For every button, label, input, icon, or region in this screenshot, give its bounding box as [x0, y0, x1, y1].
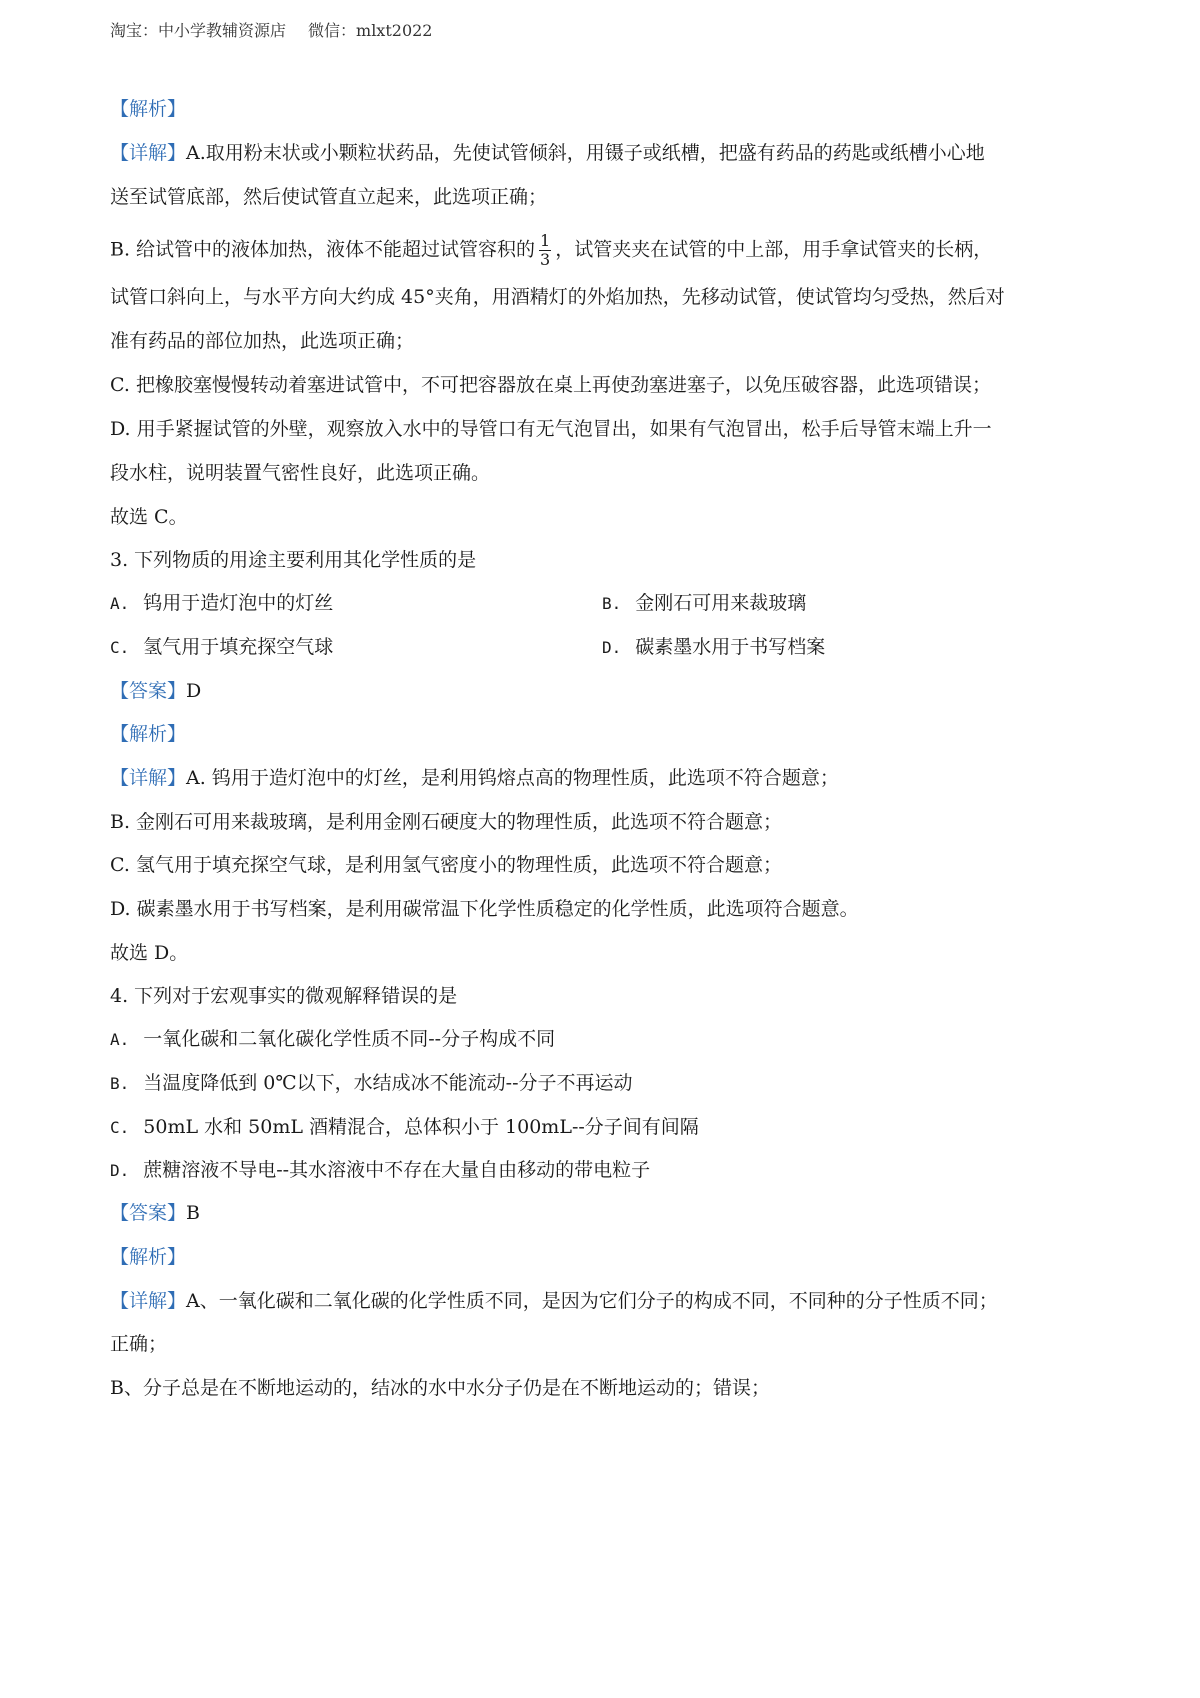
question-stem: 4. 下列对于宏观事实的微观解释错误的是: [110, 985, 458, 1007]
detail-line: B. 金刚石可用来裁玻璃，是利用金刚石硬度大的物理性质，此选项不符合题意；: [110, 811, 783, 833]
analysis-label: 【解析】: [110, 723, 187, 745]
detail-line: [110, 1288, 998, 1314]
analysis-label: 【解析】: [110, 1246, 187, 1268]
analysis-label: 【解析】: [110, 98, 187, 120]
answer-label: 【答案】: [110, 680, 187, 702]
option-a: [110, 590, 333, 617]
fraction-numerator: 1: [540, 231, 551, 250]
page-header: [110, 18, 432, 41]
detail-text: A、一氧化碳和二氧化碳的化学性质不同，是因为它们分子的构成不同，不同种的分子性质不同；: [186, 1290, 998, 1312]
wechat-id: 微信：mlxt2022: [308, 21, 433, 40]
detail-line: 送至试管底部，然后使试管直立起来，此选项正确；: [110, 186, 548, 208]
conclusion: 故选 D。: [110, 942, 189, 964]
option-d: [602, 634, 825, 661]
option-a: [110, 1026, 555, 1053]
detail-text: A. 钨用于造灯泡中的灯丝，是利用钨熔点高的物理性质，此选项不符合题意；: [186, 767, 839, 789]
detail-line: 正确；: [110, 1333, 168, 1355]
detail-label: 【详解】: [110, 767, 187, 789]
option-text: 50mL 水和 50mL 酒精混合，总体积小于 100mL--分子间有间隔: [143, 1116, 699, 1138]
option-letter: A.: [110, 1030, 130, 1049]
detail-line: 段水柱，说明装置气密性良好，此选项正确。: [110, 462, 491, 484]
detail-line: [110, 765, 839, 791]
conclusion: 故选 C。: [110, 506, 188, 528]
detail-line: D. 用手紧握试管的外壁，观察放入水中的导管口有无气泡冒出，如果有气泡冒出，松手后导管末端上升一: [110, 418, 992, 440]
detail-label: 【详解】: [110, 142, 187, 164]
option-letter: C.: [110, 1118, 130, 1137]
option-letter: B.: [602, 594, 622, 613]
option-letter: C.: [110, 638, 130, 657]
detail-line: [110, 140, 985, 166]
answer-value: D: [186, 680, 202, 702]
answer-value: B: [186, 1202, 200, 1224]
detail-line: D. 碳素墨水用于书写档案，是利用碳常温下化学性质稳定的化学性质，此选项符合题意。: [110, 898, 859, 920]
question-stem: 3. 下列物质的用途主要利用其化学性质的是: [110, 549, 477, 571]
option-d: [110, 1157, 650, 1184]
fraction-one-third: [539, 232, 551, 269]
option-c: [110, 634, 333, 661]
option-text: 一氧化碳和二氧化碳化学性质不同--分子构成不同: [143, 1028, 556, 1050]
answer-line: [110, 678, 201, 704]
answer-line: [110, 1200, 200, 1226]
detail-text: A.取用粉末状或小颗粒状药品，先使试管倾斜，用镊子或纸槽，把盛有药品的药匙或纸槽小心地: [186, 142, 985, 164]
option-b: [110, 1070, 633, 1097]
detail-line: C. 把橡胶塞慢慢转动着塞进试管中，不可把容器放在桌上再使劲塞进塞子，以免压破容器，此选项错误；: [110, 374, 991, 396]
option-text: 当温度降低到 0℃以下，水结成冰不能流动--分子不再运动: [143, 1072, 633, 1094]
detail-line: B、分子总是在不断地运动的，结冰的水中水分子仍是在不断地运动的；错误；: [110, 1377, 770, 1399]
detail-line: 试管口斜向上，与水平方向大约成 45°夹角，用酒精灯的外焰加热，先移动试管，使试管均匀受热，然后对: [110, 286, 1005, 308]
detail-label: 【详解】: [110, 1290, 187, 1312]
option-b: [602, 590, 806, 617]
option-text: 蔗糖溶液不导电--其水溶液中不存在大量自由移动的带电粒子: [143, 1159, 651, 1181]
option-letter: A.: [110, 594, 130, 613]
option-letter: B.: [110, 1074, 130, 1093]
option-text: 氢气用于填充探空气球: [143, 636, 334, 658]
detail-text: ，试管夹夹在试管的中上部，用手拿试管夹的长柄，: [555, 238, 993, 261]
option-text: 金刚石可用来裁玻璃: [635, 592, 807, 614]
detail-line: C. 氢气用于填充探空气球，是利用氢气密度小的物理性质，此选项不符合题意；: [110, 854, 782, 876]
shop-name: 淘宝：中小学教辅资源店: [110, 21, 287, 40]
option-letter: D.: [602, 638, 622, 657]
answer-label: 【答案】: [110, 1202, 187, 1224]
detail-line: 准有药品的部位加热，此选项正确；: [110, 330, 415, 352]
option-letter: D.: [110, 1161, 130, 1180]
option-c: [110, 1114, 699, 1141]
option-text: 碳素墨水用于书写档案: [635, 636, 826, 658]
detail-text: B. 给试管中的液体加热，液体不能超过试管容积的: [110, 238, 536, 261]
detail-line-with-fraction: [110, 232, 992, 269]
option-text: 钨用于造灯泡中的灯丝: [143, 592, 334, 614]
fraction-denominator: 3: [540, 250, 551, 269]
